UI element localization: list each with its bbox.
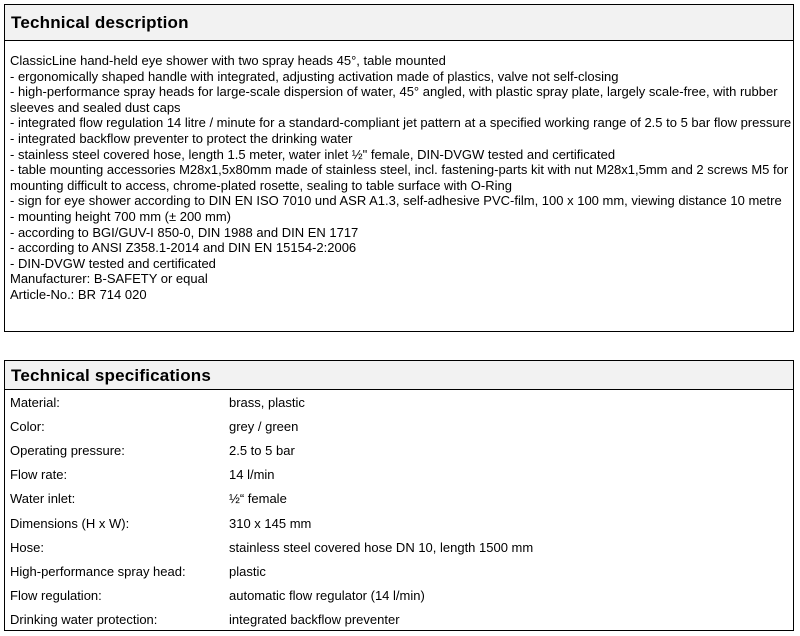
technical-description-section (4, 4, 794, 332)
description-line: ClassicLine hand-held eye shower with two spray heads 45°, table mounted (10, 53, 446, 68)
technical-specifications-section (4, 360, 794, 631)
manufacturer-line: Manufacturer: B-SAFETY or equal (10, 271, 208, 287)
table-row (5, 463, 793, 487)
article-number-line: Article-No.: BR 714 020 (10, 286, 147, 302)
specifications-table (5, 390, 793, 632)
description-line: - high-performance spray heads for large-scale dispersion of water, 45° angled, with plastic spray plate, largely scale-free, with rubber sleeves and sealed dust caps (10, 84, 778, 115)
description-line: - mounting height 700 mm (± 200 mm) (10, 208, 231, 224)
spec-value: 14 l/min (229, 467, 275, 483)
spec-label: Flow rate: (10, 467, 68, 483)
description-line: - ergonomically shaped handle with integrated, adjusting activation made of plastics, valve not self-closing (10, 68, 619, 84)
spec-label: Dimensions (H x W): (10, 515, 130, 531)
table-row (5, 559, 793, 583)
spec-label: Hose: (10, 539, 44, 555)
table-row (5, 608, 793, 632)
description-line: - according to ANSI Z358.1-2014 and DIN EN 15154-2:2006 (10, 240, 357, 256)
description-line: - sign for eye shower according to DIN EN ISO 7010 und ASR A1.3, self-adhesive PVC-film, 100 x 100 mm, viewing distance 10 metre (10, 193, 782, 209)
table-row (5, 487, 793, 511)
description-line: - DIN-DVGW tested and certificated (10, 255, 216, 271)
spec-label: Operating pressure: (10, 442, 125, 458)
table-row (5, 438, 793, 462)
technical-description-body (5, 41, 793, 303)
table-row (5, 584, 793, 608)
spec-label: High-performance spray head: (10, 563, 186, 579)
spec-value: grey / green (229, 418, 299, 434)
spec-value: ½“ female (229, 491, 287, 507)
description-line: - according to BGI/GUV-I 850-0, DIN 1988 and DIN EN 1717 (10, 224, 359, 240)
spec-value: stainless steel covered hose DN 10, length 1500 mm (229, 539, 534, 555)
spec-value: plastic (229, 563, 266, 579)
spec-value: integrated backflow preventer (229, 612, 400, 628)
description-line: - stainless steel covered hose, length 1.5 meter, water inlet ½" female, DIN-DVGW tested and certificated (10, 146, 616, 162)
table-row (5, 414, 793, 438)
spec-value: 2.5 to 5 bar (229, 442, 295, 458)
table-row (5, 511, 793, 535)
spec-value: automatic flow regulator (14 l/min) (229, 588, 425, 604)
technical-description-title: Technical description (5, 5, 793, 41)
spec-label: Material: (10, 394, 60, 410)
spec-label: Drinking water protection: (10, 612, 158, 628)
spec-value: 310 x 145 mm (229, 515, 312, 531)
spec-label: Flow regulation: (10, 588, 102, 604)
table-row (5, 390, 793, 414)
technical-specifications-title: Technical specifications (5, 361, 793, 390)
spec-label: Color: (10, 418, 45, 434)
description-line: - integrated backflow preventer to protect the drinking water (10, 130, 353, 146)
spec-label: Water inlet: (10, 491, 76, 507)
spec-value: brass, plastic (229, 394, 305, 410)
table-row (5, 535, 793, 559)
description-line: - table mounting accessories M28x1,5x80mm made of stainless steel, incl. fastening-parts kit with nut M28x1,5mm and 2 screws M5 for mounting difficult to access, chrome-plated rosette, sealing to table surface with O-Ring (10, 162, 789, 193)
description-line: - integrated flow regulation 14 litre / minute for a standard-compliant jet pattern at a specified working range of 2.5 to 5 bar flow pressure (10, 115, 792, 131)
